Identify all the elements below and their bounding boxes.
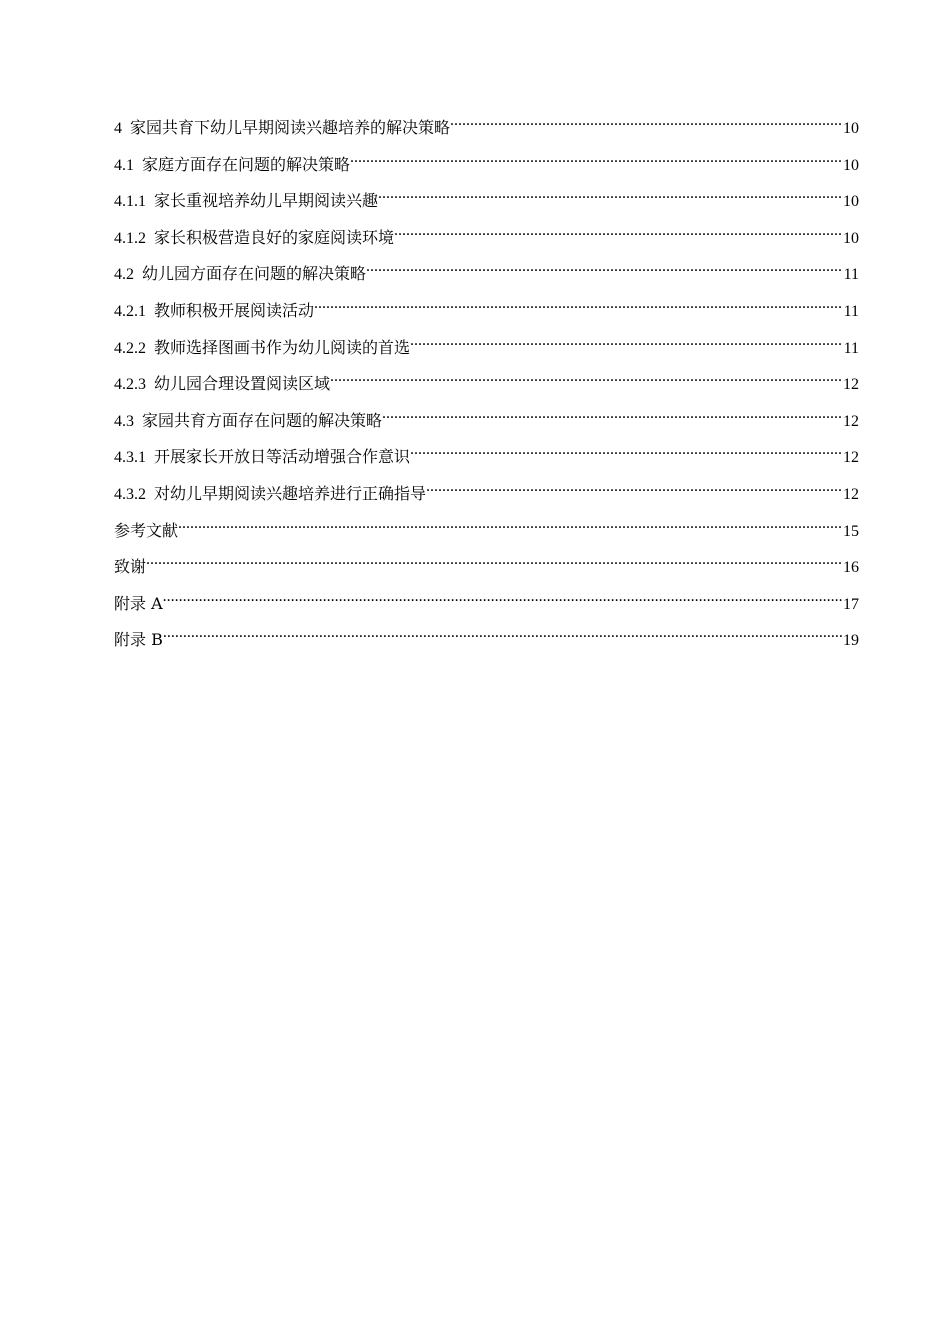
toc-entry-title: 致谢 bbox=[114, 557, 147, 577]
toc-dot-leader bbox=[146, 552, 842, 572]
toc-entry[interactable] bbox=[114, 442, 859, 479]
toc-entry[interactable] bbox=[114, 552, 859, 589]
toc-entry-page-number: 17 bbox=[843, 595, 859, 613]
toc-entry-number: 4.1.2 bbox=[114, 229, 146, 247]
toc-entry[interactable] bbox=[114, 516, 859, 553]
toc-entry-page-number: 12 bbox=[843, 485, 859, 503]
toc-dot-leader bbox=[410, 442, 842, 462]
toc-entry[interactable] bbox=[114, 369, 859, 406]
toc-dot-leader bbox=[350, 150, 842, 170]
toc-entry[interactable] bbox=[114, 333, 859, 370]
toc-entry-page-number: 10 bbox=[843, 229, 859, 247]
toc-entry-number: 4.2.2 bbox=[114, 339, 146, 357]
toc-entry-title: 附录 A bbox=[114, 593, 163, 613]
toc-dot-leader bbox=[330, 369, 842, 389]
toc-entry-number: 4.2 bbox=[114, 266, 134, 284]
toc-entry[interactable] bbox=[114, 113, 859, 150]
toc-entry-page-number: 10 bbox=[843, 120, 859, 137]
toc-entry-title: 家园共育下幼儿早期阅读兴趣培养的解决策略 bbox=[130, 118, 451, 137]
toc-entry-title: 参考文献 bbox=[114, 520, 179, 540]
toc-entry-title: 幼儿园方面存在问题的解决策略 bbox=[142, 264, 367, 284]
toc-dot-leader bbox=[426, 479, 842, 499]
toc-dot-leader bbox=[378, 186, 842, 206]
toc-entry[interactable] bbox=[114, 296, 859, 333]
toc-entry-page-number: 10 bbox=[843, 193, 859, 211]
toc-dot-leader bbox=[163, 625, 842, 645]
toc-entry-title: 家庭方面存在问题的解决策略 bbox=[142, 154, 351, 174]
toc-dot-leader bbox=[382, 406, 842, 426]
toc-entry-title: 家长重视培养幼儿早期阅读兴趣 bbox=[154, 191, 379, 211]
toc-entry-number: 4.2.3 bbox=[114, 376, 146, 394]
toc-entry-page-number: 11 bbox=[843, 339, 859, 357]
toc-entry[interactable] bbox=[114, 406, 859, 443]
table-of-contents bbox=[114, 113, 859, 662]
toc-entry-title: 家园共育方面存在问题的解决策略 bbox=[142, 410, 383, 430]
toc-entry[interactable] bbox=[114, 223, 859, 260]
toc-entry-page-number: 12 bbox=[843, 412, 859, 430]
toc-entry-page-number: 11 bbox=[843, 266, 859, 284]
toc-entry-title: 幼儿园合理设置阅读区域 bbox=[154, 374, 331, 394]
toc-entry-number: 4 bbox=[114, 120, 122, 137]
toc-entry-title: 附录 B bbox=[114, 630, 163, 650]
toc-entry-title: 对幼儿早期阅读兴趣培养进行正确指导 bbox=[154, 483, 427, 503]
toc-entry-number: 4.3 bbox=[114, 412, 134, 430]
toc-dot-leader bbox=[178, 516, 842, 536]
toc-dot-leader bbox=[394, 223, 842, 243]
toc-entry-page-number: 12 bbox=[843, 449, 859, 467]
toc-entry-title: 家长积极营造良好的家庭阅读环境 bbox=[154, 227, 395, 247]
toc-entry-number: 4.1 bbox=[114, 156, 134, 174]
toc-entry-number: 4.1.1 bbox=[114, 193, 146, 211]
toc-entry-number: 4.3.2 bbox=[114, 485, 146, 503]
toc-entry[interactable] bbox=[114, 150, 859, 187]
toc-dot-leader bbox=[450, 113, 842, 133]
toc-entry[interactable] bbox=[114, 186, 859, 223]
toc-entry-page-number: 11 bbox=[843, 302, 859, 320]
toc-entry[interactable] bbox=[114, 625, 859, 662]
toc-dot-leader bbox=[410, 333, 843, 353]
toc-entry-page-number: 16 bbox=[843, 559, 859, 577]
toc-entry[interactable] bbox=[114, 589, 859, 626]
toc-entry-page-number: 15 bbox=[843, 522, 859, 540]
toc-entry-title: 开展家长开放日等活动增强合作意识 bbox=[154, 447, 411, 467]
toc-entry[interactable] bbox=[114, 259, 859, 296]
toc-dot-leader bbox=[163, 589, 842, 609]
toc-entry[interactable] bbox=[114, 479, 859, 516]
toc-entry-title: 教师积极开展阅读活动 bbox=[154, 300, 315, 320]
toc-entry-page-number: 10 bbox=[843, 156, 859, 174]
toc-entry-title: 教师选择图画书作为幼儿阅读的首选 bbox=[154, 337, 411, 357]
toc-entry-page-number: 12 bbox=[843, 376, 859, 394]
toc-dot-leader bbox=[314, 296, 843, 316]
toc-entry-page-number: 19 bbox=[843, 632, 859, 650]
toc-entry-number: 4.3.1 bbox=[114, 449, 146, 467]
toc-entry-number: 4.2.1 bbox=[114, 302, 146, 320]
toc-dot-leader bbox=[366, 259, 843, 279]
